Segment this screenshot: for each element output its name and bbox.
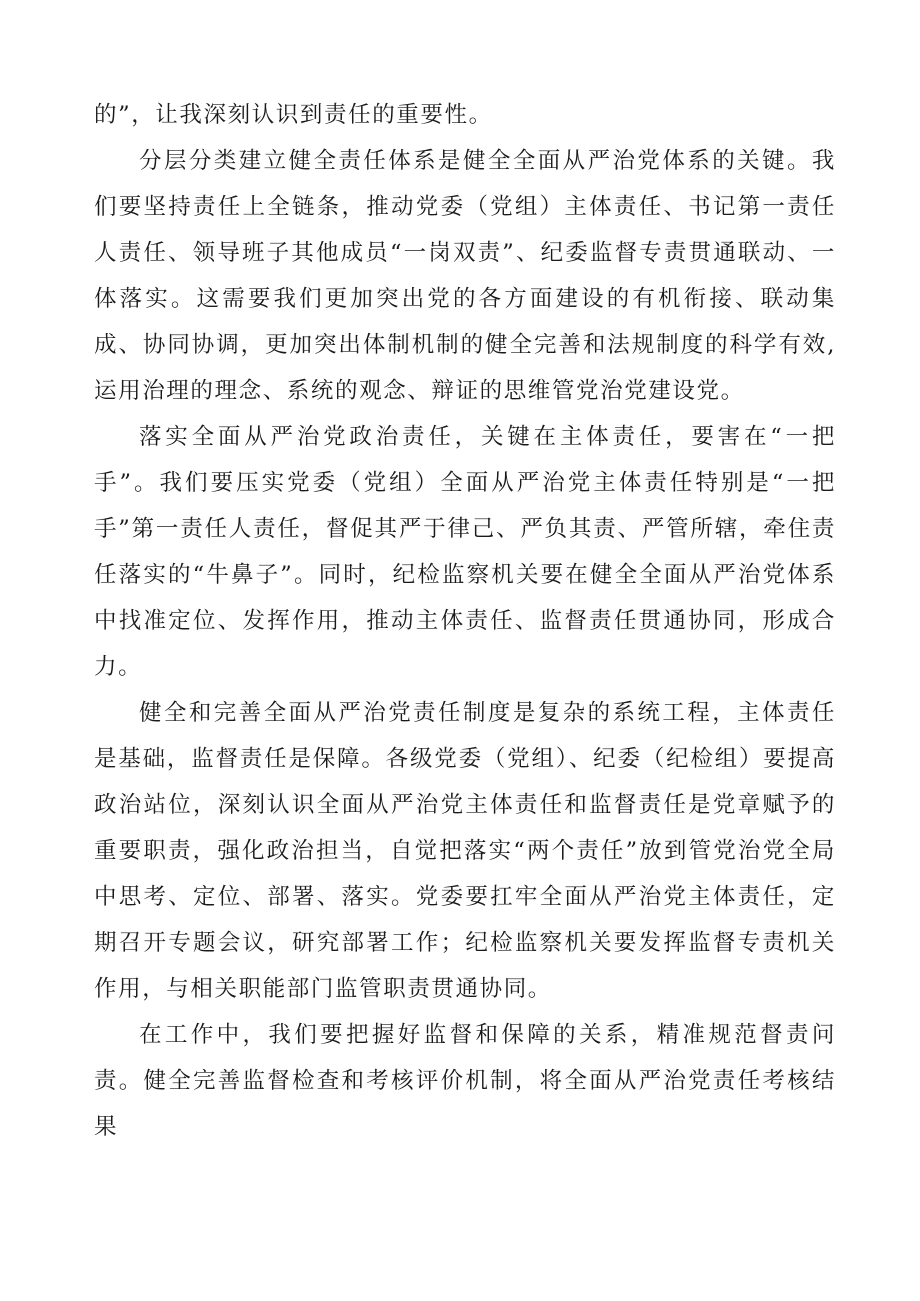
document-body bbox=[94, 92, 836, 1150]
paragraph-supervision: 在工作中，我们要把握好监督和保障的关系，精准规范督责问责。健全完善监督检查和考核评价机制，将全面从严治党责任考核结果 bbox=[94, 1022, 836, 1140]
paragraph-responsibility-rules: 健全和完善全面从严治党责任制度是复杂的系统工程，主体责任是基础，监督责任是保障。各级党委（党组）、纪委（纪检组）要提高政治站位，深刻认识全面从严治党主体责任和监督责任是党章赋予的重要职责，强化政治担当，自觉把落实“两个责任”放到管党治党全局中思考、定位、部署、落实。党委要扛牢全面从严治党主体责任，定期召开专题会议，研究部署工作；纪检监察机关要发挥监督专责机关作用，与相关职能部门监管职责贯通协同。 bbox=[94, 700, 836, 1002]
paragraph-responsibility-system: 分层分类建立健全责任体系是健全全面从严治党体系的关键。我们要坚持责任上全链条，推动党委（党组）主体责任、书记第一责任人责任、领导班子其他成员“一岗双责”、纪委监督专责贯通联动、一体落实。这需要我们更加突出党的各方面建设的有机衔接、联动集成、协同协调，更加突出体制机制的健全完善和法规制度的科学有效,运用治理的理念、系统的观念、辩证的思维管党治党建设党。 bbox=[94, 148, 836, 404]
paragraph-continuation: 的”，让我深刻认识到责任的重要性。 bbox=[94, 102, 493, 128]
paragraph-main-responsibility: 落实全面从严治党政治责任，关键在主体责任，要害在“一把手”。我们要压实党委（党组）全面从严治党主体责任特别是“一把手”第一责任人责任，督促其严于律己、严负其责、严管所辖，牵住责任落实的“牛鼻子”。同时，纪检监察机关要在健全全面从严治党体系中找准定位、发挥作用，推动主体责任、监督责任贯通协同，形成合力。 bbox=[94, 424, 836, 680]
